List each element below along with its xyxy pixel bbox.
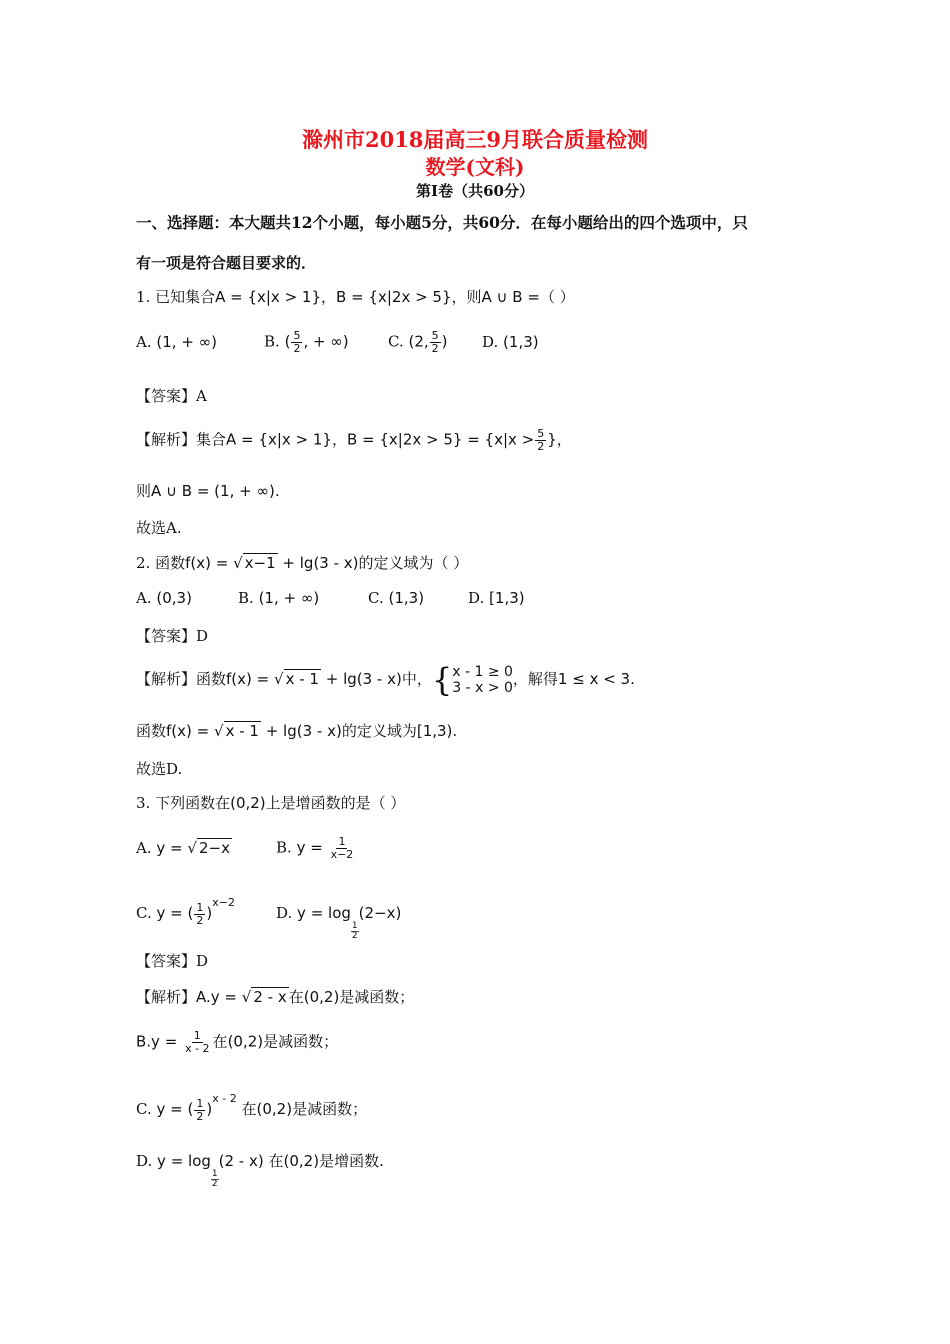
q2-analysis: 【解析】函数f(x) = √ x - 1 + lg(3 - x)中， { x - 1 ≥ 0 3 - x > 0 ，解得1 ≤ x < 3. xyxy=(136,661,635,699)
q1-option-d: D. (1,3) xyxy=(482,332,539,351)
q3-option-c: C. y = ( $\frac{1}{2}$ )$^{x-2}$ xyxy=(136,896,235,927)
q1-conclusion: 故选A. xyxy=(136,519,182,537)
q3-stem: 3. 下列函数在(0,2)上是增函数的是（ ） xyxy=(136,794,406,812)
q2-options xyxy=(136,589,525,607)
q1-analysis: 【解析】集合A = {x|x > 1}，B = {x|2x > 5} = {x|x > $\frac{5}{2}$ }， xyxy=(136,427,572,453)
q1-analysis-line-2: 则A ∪ B = (1, + ∞). xyxy=(136,482,280,500)
q3-options-ab xyxy=(136,836,356,861)
q2-option-a: A. (0,3) xyxy=(136,589,192,607)
q1-option-b: B. ( $\frac{5}{2}$ , + ∞) xyxy=(264,329,349,355)
q3-option-b: B. y = $\frac{1}{x-2}$ xyxy=(276,835,354,861)
q3-answer: 【答案】D xyxy=(136,952,209,970)
q2-conclusion: 故选D. xyxy=(136,760,183,778)
q2-stem: 2. 函数f(x) = √ x−1 + lg(3 - x)的定义域为（ ） xyxy=(136,554,469,572)
q1-stem: 1. 已知集合A = {x|x > 1}，B = {x|2x > 5}，则A ∪ B =（ ） xyxy=(136,288,575,306)
title-line-3: 第I卷（共60分） xyxy=(416,182,534,200)
q1-options xyxy=(136,330,539,355)
q2-option-d: D. [1,3) xyxy=(468,589,525,607)
q3-analysis-d: D. y = log $\frac{1}{2}$ (2 - x) 在(0,2)是增函数. xyxy=(136,1152,384,1189)
q3-option-a: A. y = √ 2−x xyxy=(136,838,230,857)
section-heading-line-1: 一、选择题：本大题共12个小题，每小题5分，共60分．在每小题给出的四个选项中，只 xyxy=(136,213,748,232)
q1-answer: 【答案】A xyxy=(136,387,207,405)
q1-option-c: C. (2, $\frac{5}{2}$ ) xyxy=(388,329,448,355)
q3-options-cd xyxy=(136,896,401,941)
q2-option-b: B. (1, + ∞) xyxy=(238,589,320,607)
q3-analysis-c: C. y = ( $\frac{1}{2}$ )$^{x - 2}$ 在(0,2)是减函数； xyxy=(136,1092,368,1123)
q1-option-a: A. (1, + ∞) xyxy=(136,332,218,351)
q2-analysis-line-2: 函数f(x) = √ x - 1 + lg(3 - x)的定义域为[1,3). xyxy=(136,722,458,740)
q3-analysis-b: B.y = $\frac{1}{x - 2}$ 在(0,2)是减函数； xyxy=(136,1029,339,1055)
q2-answer: 【答案】D xyxy=(136,627,209,645)
q3-option-d: D. y = log $\frac{1}{2}$ (2−x) xyxy=(276,904,402,941)
q3-analysis-a: 【解析】A.y = √ 2 - x 在(0,2)是减函数； xyxy=(136,988,415,1006)
q2-option-c: C. (1,3) xyxy=(368,589,425,607)
title-line-2: 数学(文科) xyxy=(425,155,525,179)
section-heading-line-2: 有一项是符合题目要求的． xyxy=(136,254,317,272)
title-line-1: 滁州市2018届高三9月联合质量检测 xyxy=(301,127,649,152)
